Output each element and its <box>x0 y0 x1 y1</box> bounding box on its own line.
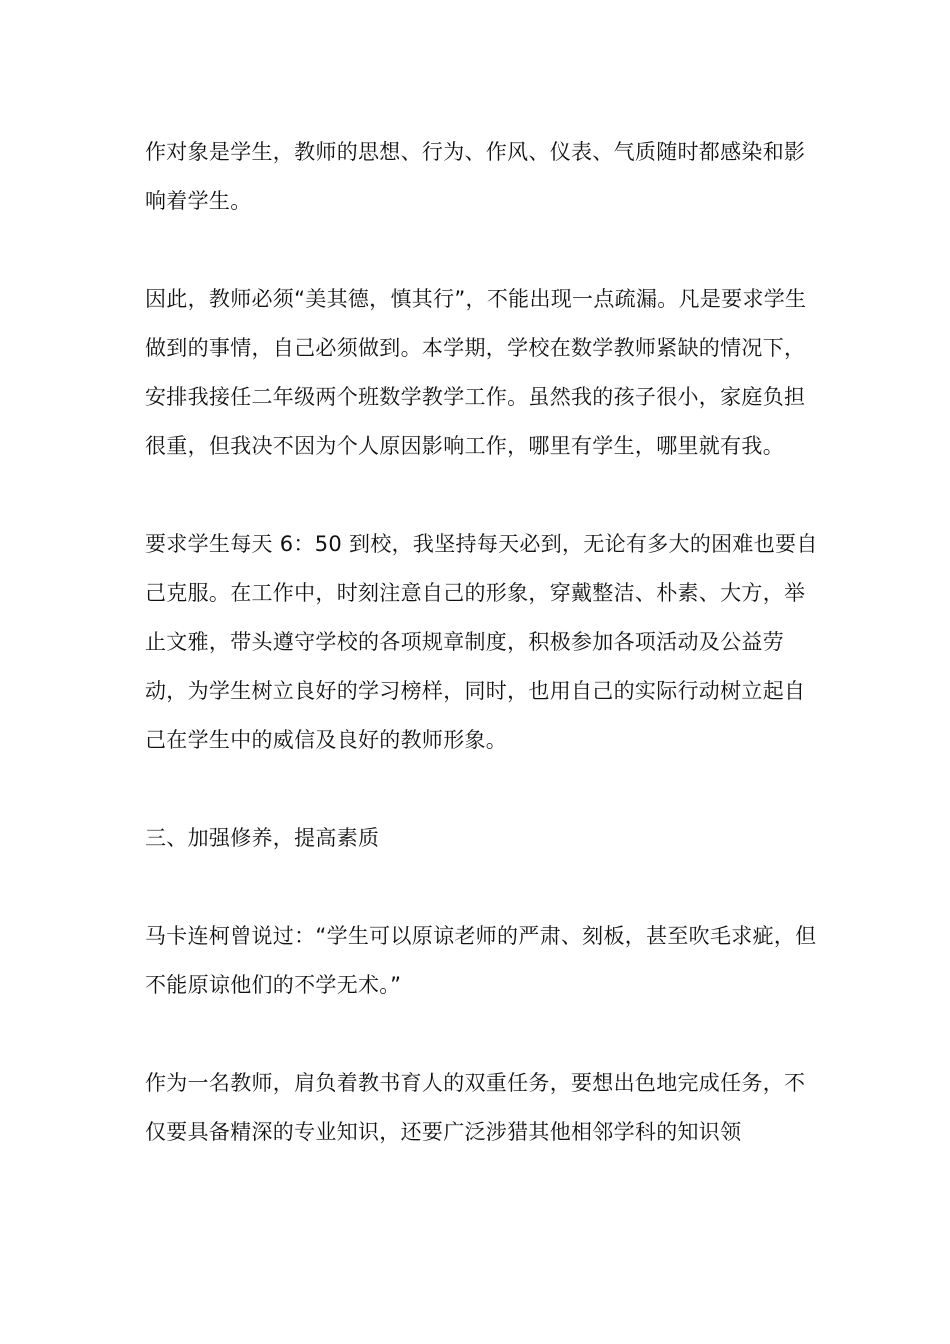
document-body <box>145 128 825 1157</box>
paragraph-1: 作对象是学生，教师的思想、行为、作风、仪表、气质随时都感染和影响着学生。 <box>145 140 806 213</box>
paragraph-spacer <box>145 471 825 520</box>
paragraph-spacer <box>145 1010 825 1059</box>
section-heading: 三、加强修养，提高素质 <box>145 826 380 850</box>
paragraph-2: 因此，教师必须“美其德，慎其行”，不能出现一点疏漏。凡是要求学生做到的事情，自己必须做到。本学期，学校在数学教师紧缺的情况下，安排我接任二年级两个班数学教学工作。虽然我的孩子很小，家庭负担很重，但我决不因为个人原因影响工作，哪里有学生，哪里就有我。 <box>145 287 807 458</box>
paragraph-spacer <box>145 765 825 814</box>
paragraph-quote: 马卡连柯曾说过：“学生可以原谅老师的严肃、刻板，甚至吹毛求疵，但不能原谅他们的不学无术。” <box>145 924 817 997</box>
paragraph-spacer <box>145 863 825 912</box>
paragraph-spacer <box>145 226 825 275</box>
paragraph-5: 作为一名教师，肩负着教书育人的双重任务，要想出色地完成任务，不仅要具备精深的专业知识，还要广泛涉猎其他相邻学科的知识领 <box>145 1071 806 1144</box>
paragraph-3: 要求学生每天 6：50 到校，我坚持每天必到，无论有多大的困难也要自己克服。在工作中，时刻注意自己的形象，穿戴整洁、朴素、大方，举止文雅，带头遵守学校的各项规章制度，积极参加各项活动及公益劳动，为学生树立良好的学习榜样，同时，也用自己的实际行动树立起自己在学生中的威信及良好的教师形象。 <box>145 532 818 752</box>
